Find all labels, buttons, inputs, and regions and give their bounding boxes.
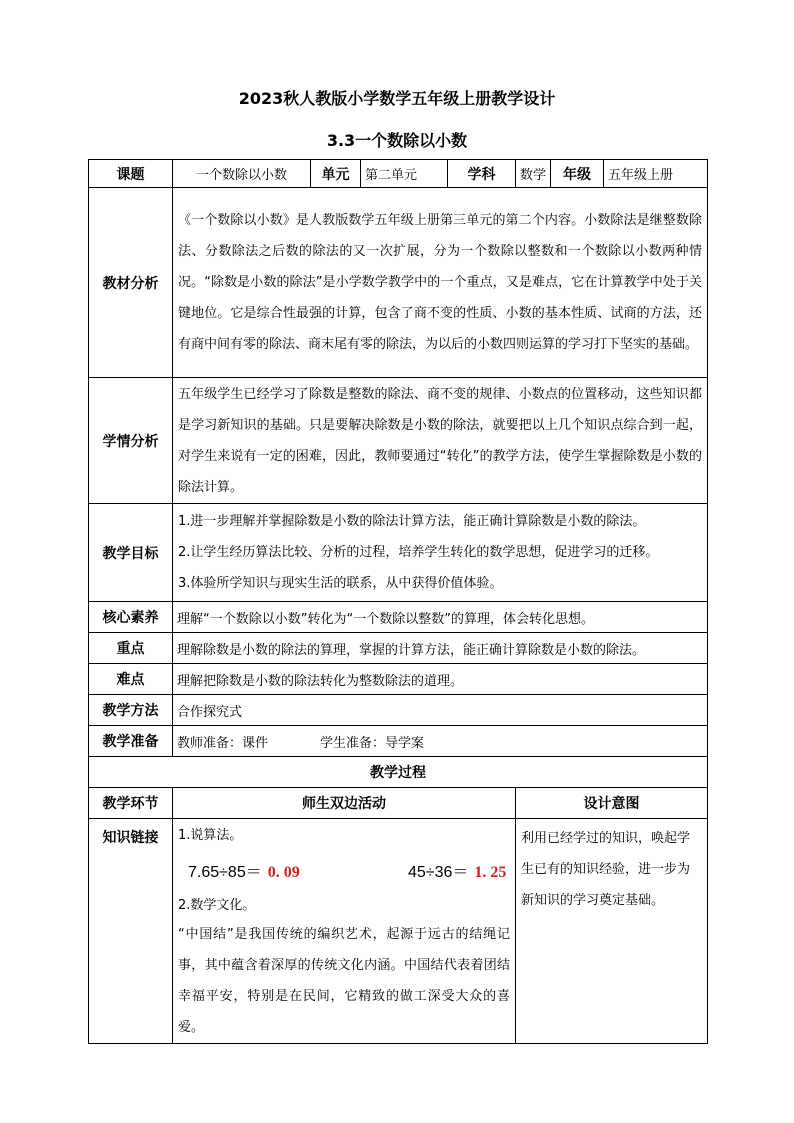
stage-header: 教学环节 (89, 788, 173, 819)
goals-label: 教学目标 (89, 504, 173, 602)
unit-value: 第二单元 (361, 160, 448, 188)
subject-value: 数学 (516, 160, 551, 188)
topic-value: 一个数除以小数 (173, 160, 311, 188)
lesson-plan-table (88, 159, 708, 1044)
equation-2 (408, 859, 506, 882)
teacher-preparation: 教师准备：课件 (177, 735, 269, 751)
process-title: 教学过程 (89, 757, 708, 788)
material-label: 教材分析 (89, 188, 173, 378)
algorithm-item: 1.说算法。 (178, 828, 243, 843)
method-text: 合作探究式 (173, 695, 708, 726)
equation-1-expression: 7.65÷85＝ (188, 864, 262, 881)
activity-header: 师生双边活动 (173, 788, 516, 819)
unit-label: 单元 (311, 160, 361, 188)
culture-text: “中国结”是我国传统的编织艺术，起源于远古的结绳记事，其中蕴含着深厚的传统文化内涵。中国结代表着团结幸福平安，特别是在民间，它精致的做工深受大众的喜爱。 (178, 927, 510, 1035)
difficulty-text: 理解把除数是小数的除法转化为整数除法的道理。 (173, 664, 708, 695)
document-title: 2023秋人教版小学数学五年级上册教学设计 (238, 89, 556, 108)
process-header-row (89, 788, 708, 819)
goals-list (173, 504, 708, 602)
subject-label: 学科 (448, 160, 516, 188)
learner-row (89, 378, 708, 504)
intent-header: 设计意图 (516, 788, 708, 819)
key-point-label: 重点 (89, 633, 173, 664)
key-point-row (89, 633, 708, 664)
header-row (89, 160, 708, 188)
knowledge-link-activity (173, 819, 516, 1044)
equation-2-expression: 45÷36＝ (408, 864, 469, 881)
preparation-text (173, 726, 708, 757)
method-row (89, 695, 708, 726)
knowledge-link-intent: 利用已经学过的知识，唤起学生已有的知识经验，进一步为新知识的学习奠定基础。 (516, 819, 708, 1044)
goal-item: 3.体验所学知识与现实生活的联系，从中获得价值体验。 (178, 576, 503, 591)
difficulty-label: 难点 (89, 664, 173, 695)
lesson-subtitle: 3.3一个数除以小数 (326, 131, 468, 150)
material-text: 《一个数除以小数》是人教版数学五年级上册第三单元的第二个内容。小数除法是继整数除法、分数除法之后数的除法的又一次扩展，分为一个数除以整数和一个数除以小数两种情况。“除数是小数的除法”是小学数学教学中的一个重点，又是难点，它在计算教学中处于关键地位。它是综合性最强的计算，包含了商不变的性质、小数的基本性质、试商的方法，还有商中间有零的除法、商末尾有零的除法，为以后的小数四则运算的学习打下坚实的基础。 (173, 188, 708, 378)
preparation-row (89, 726, 708, 757)
knowledge-link-row (89, 819, 708, 1044)
equation-2-answer: 1. 25 (474, 864, 507, 881)
topic-label: 课题 (89, 160, 173, 188)
material-row (89, 188, 708, 378)
process-title-row (89, 757, 708, 788)
goal-item: 1.进一步理解并掌握除数是小数的除法计算方法，能正确计算除数是小数的除法。 (178, 514, 646, 529)
preparation-label: 教学准备 (89, 726, 173, 757)
equation-1-answer: 0. 09 (267, 864, 300, 881)
equation-1 (188, 859, 300, 882)
grade-label: 年级 (551, 160, 604, 188)
learner-label: 学情分析 (89, 378, 173, 504)
method-label: 教学方法 (89, 695, 173, 726)
grade-value: 五年级上册 (604, 160, 708, 188)
literacy-row (89, 602, 708, 633)
goals-row (89, 504, 708, 602)
knowledge-link-label: 知识链接 (89, 819, 173, 1044)
student-preparation: 学生准备：导学案 (320, 735, 425, 751)
difficulty-row (89, 664, 708, 695)
literacy-label: 核心素养 (89, 602, 173, 633)
learner-text: 五年级学生已经学习了除数是整数的除法、商不变的规律、小数点的位置移动，这些知识都是学习新知识的基础。只是要解决除数是小数的除法，就要把以上几个知识点综合到一起，对学生来说有一定的困难，因此，教师要通过“转化”的教学方法，使学生掌握除数是小数的除法计算。 (173, 378, 708, 504)
key-point-text: 理解除数是小数的除法的算理，掌握的计算方法，能正确计算除数是小数的除法。 (173, 633, 708, 664)
goal-item: 2.让学生经历算法比较、分析的过程，培养学生转化的数学思想，促进学习的迁移。 (178, 545, 659, 560)
literacy-text: 理解“一个数除以小数”转化为“一个数除以整数”的算理，体会转化思想。 (173, 602, 708, 633)
equation-row (178, 853, 510, 887)
culture-item: 2.数学文化。 (178, 898, 256, 913)
